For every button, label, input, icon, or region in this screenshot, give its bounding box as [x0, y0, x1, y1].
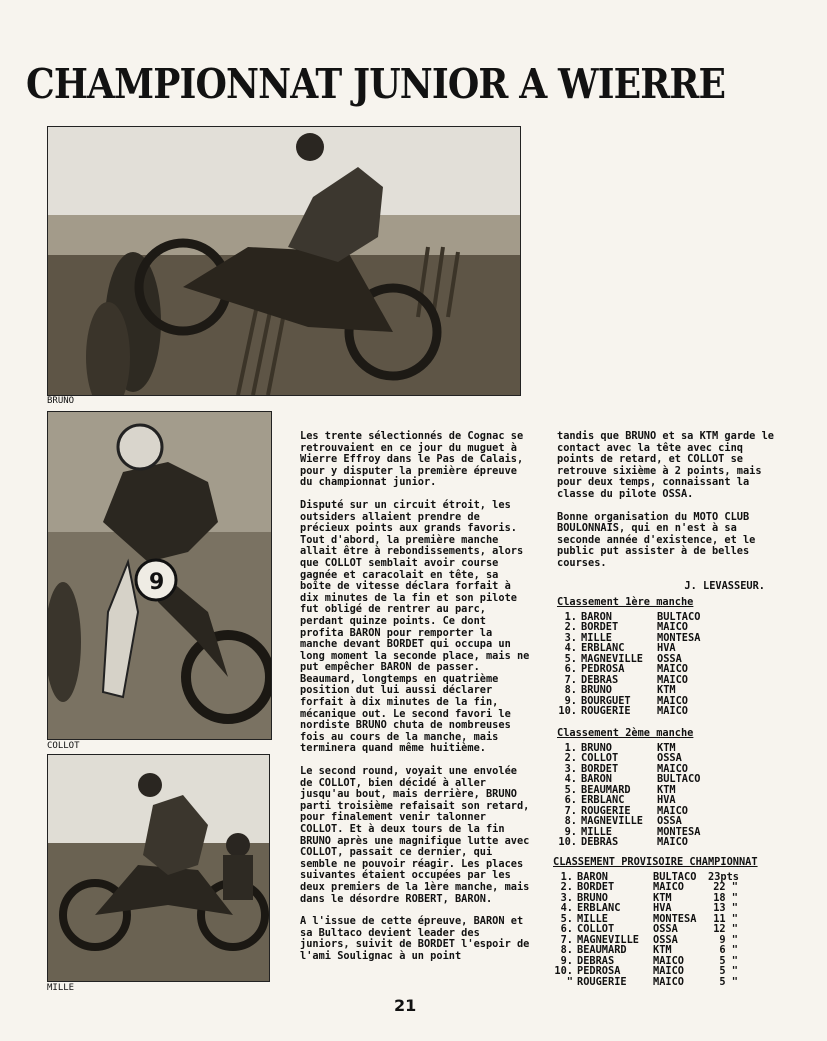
motocross-rider-illustration	[48, 755, 269, 981]
article-paragraph: Le second round, voyait une envolée de COLLOT, bien décidé à aller jusqu'au bout, mais derrière, BRUNO parti troisième refaisait son retard, pour finalement venir talonner COLLOT. Et à deux tours de la fin BRUNO après une magnifique lutte avec COLLOT, passait ce dernier, qui semble ne pouvoir réagir. Les places suivantes étaient occupées par les deux premiers de la 1ère manche, mais dans le désordre ROBERT, BARON.	[300, 765, 530, 905]
table-row: 3. MILLE MONTESA	[564, 631, 701, 644]
article-paragraph: Bonne organisation du MOTO CLUB BOULONNAIS, qui en n'est à sa seconde année d'existence, et le public put assister à de belles courses.	[557, 510, 756, 569]
table-row: 3. BORDET MAICO	[564, 762, 688, 775]
article-paragraph: tandis que BRUNO et sa KTM garde le contact avec la tête avec cinq points de retard, et COLLOT se retrouve sixième à 2 points, mais pour deux temps, connaissant la classe du pilote OSSA.	[557, 430, 774, 500]
table-row: 4. ERBLANC HVA	[564, 642, 676, 654]
table-row: 2. BORDET MAICO 22 "	[560, 881, 738, 893]
photo-bruno	[47, 126, 521, 396]
article-paragraph: A l'issue de cette épreuve, BARON et sa Bultaco devient leader des juniors, suivit de BORDET l'espoir de l'ami Soulignac à un point	[300, 915, 530, 962]
results-first-heat	[557, 597, 787, 717]
table-row: 9. MILLE MONTESA	[564, 825, 701, 838]
table-row: 6. COLLOT OSSA 12 "	[560, 923, 738, 935]
table-row: 9. DEBRAS MAICO 5 "	[560, 954, 738, 967]
table-row: 4. ERBLANC HVA 13 "	[560, 902, 738, 914]
article-paragraph: Les trente sélectionnés de Cognac se retrouvaient en ce jour du muguet à Wierre Effroy dans le Pas de Calais, pour y disputer la première épreuve du championnat junior.	[300, 430, 524, 489]
table-row: 1. BARON BULTACO 23pts	[560, 870, 739, 883]
provisional-standings-rows	[553, 872, 793, 988]
table-row: 5. MAGNEVILLE OSSA	[564, 652, 682, 665]
table-row: 2. COLLOT OSSA	[564, 752, 682, 764]
race-number-plate: 9	[149, 570, 165, 595]
table-row: 10. PEDROSA MAICO 5 "	[554, 965, 738, 977]
table-row: 3. BRUNO KTM 18 "	[560, 891, 738, 904]
table-row: 8. MAGNEVILLE OSSA	[564, 815, 682, 827]
photo-mille	[47, 754, 270, 982]
motocross-jump-illustration	[48, 127, 520, 395]
photo-caption-bruno: BRUNO	[47, 396, 75, 406]
photo-caption-mille: MILLE	[47, 983, 75, 993]
results-first-heat-title: Classement 1ère manche	[557, 596, 694, 608]
article-column-right	[557, 431, 783, 603]
table-row: 7. DEBRAS MAICO	[564, 673, 688, 686]
article-author: J. LEVASSEUR.	[684, 579, 765, 592]
table-row: 6. PEDROSA MAICO	[564, 663, 688, 675]
results-second-heat-rows	[557, 743, 787, 848]
provisional-standings	[553, 857, 793, 987]
article-paragraph: Disputé sur un circuit étroit, les outsiders allaient prendre de précieux points aux grands favoris. Tout d'abord, la première manche allait être à rebondissements, alors que COLLOT semblait avoir course gagnée et caracolait en tête, sa boîte de vitesse déclara forfait à dix minutes de la fin et son pilote fut obligé de rentrer au parc, perdant quinze points. Ce dont profita BARON pour remporter la manche devant BORDET qui occupa un long moment la seconde place, mais ne put empêcher BARON de passer. Beaumard, longtemps en quatrième position dut lui aussi déclarer forfait à dix minutes de la fin, mécanique out. Le second favori le nordiste BRUNO chuta de nombreuses fois au cours de la manche, mais terminera quand même huitième.	[300, 498, 530, 755]
table-row: 6. ERBLANC HVA	[564, 794, 676, 806]
results-second-heat	[557, 728, 787, 848]
page-number: 21	[394, 996, 417, 1015]
table-row: " ROUGERIE MAICO 5 "	[566, 975, 738, 988]
photo-collot	[47, 411, 272, 740]
results-first-heat-rows	[557, 612, 787, 717]
table-row: 1. BARON BULTACO	[564, 610, 701, 623]
table-row: 10. DEBRAS MAICO	[558, 836, 688, 848]
table-row: 2. BORDET MAICO	[564, 621, 688, 633]
results-second-heat-title: Classement 2ème manche	[557, 727, 694, 739]
table-row: 5. BEAUMARD KTM	[564, 783, 676, 796]
table-row: 4. BARON BULTACO	[564, 773, 701, 785]
table-row: 8. BRUNO KTM	[564, 684, 676, 696]
table-row: 1. BRUNO KTM	[564, 741, 676, 754]
table-row: 7. MAGNEVILLE OSSA 9 "	[560, 933, 738, 946]
photo-caption-collot: COLLOT	[47, 741, 80, 751]
table-row: 7. ROUGERIE MAICO	[564, 804, 688, 817]
table-row: 10. ROUGERIE MAICO	[558, 705, 688, 717]
provisional-standings-title: CLASSEMENT PROVISOIRE CHAMPIONNAT	[553, 856, 758, 868]
table-row: 9. BOURGUET MAICO	[564, 694, 688, 707]
page-title: CHAMPIONNAT JUNIOR A WIERRE	[26, 60, 726, 108]
table-row: 8. BEAUMARD KTM 6 "	[560, 944, 738, 956]
motocross-rider-illustration	[48, 412, 271, 739]
article-column-left	[300, 431, 532, 974]
table-row: 5. MILLE MONTESA 11 "	[560, 912, 738, 925]
